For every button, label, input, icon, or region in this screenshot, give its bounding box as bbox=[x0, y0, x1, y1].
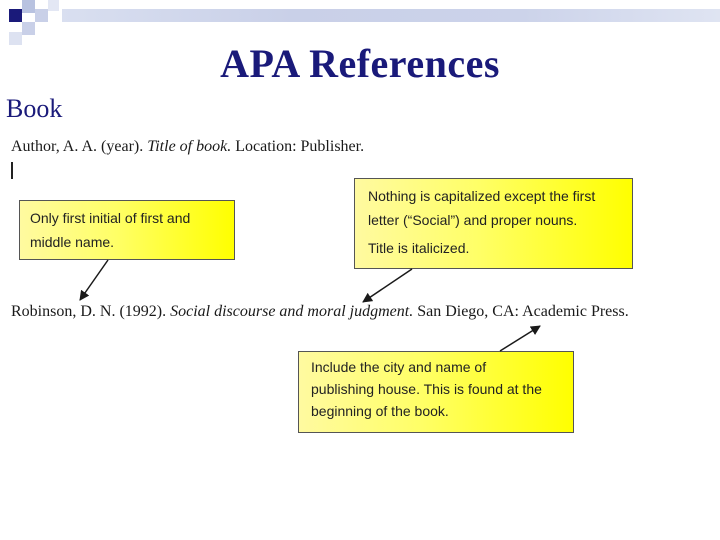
example-author: Robinson, D. N. (1992). bbox=[11, 303, 171, 320]
arrow-initials bbox=[80, 260, 108, 300]
callout-capitalization-line1: Nothing is capitalized except the first bbox=[368, 188, 596, 204]
callout-location-line1: Include the city and name of bbox=[311, 359, 487, 375]
slide-title: APA References bbox=[220, 41, 500, 86]
example-location: San Diego, CA: Academic Press. bbox=[413, 303, 629, 320]
template-title: Title of book. bbox=[147, 138, 232, 155]
header-band bbox=[62, 9, 720, 22]
callout-location-line2: publishing house. This is found at the bbox=[311, 381, 542, 397]
template-location: Location: Publisher. bbox=[231, 138, 365, 155]
example-title: Social discourse and moral judgment. bbox=[170, 303, 414, 320]
callout-initials-line1: Only first initial of first and bbox=[30, 210, 191, 226]
reference-template bbox=[11, 138, 364, 156]
arrow-title bbox=[363, 269, 412, 302]
callout-initials bbox=[19, 200, 235, 260]
section-heading: Book bbox=[6, 94, 63, 123]
callout-location bbox=[298, 351, 574, 433]
callout-location-line3: beginning of the book. bbox=[311, 403, 449, 419]
text-cursor bbox=[11, 162, 13, 179]
arrow-location bbox=[500, 326, 540, 351]
template-author: Author, A. A. (year). bbox=[11, 138, 148, 155]
callout-capitalization bbox=[354, 178, 633, 269]
callout-initials-line2: middle name. bbox=[30, 234, 115, 250]
reference-example bbox=[11, 303, 629, 321]
callout-capitalization-line3: Title is italicized. bbox=[368, 240, 470, 256]
callout-capitalization-line2: letter (“Social”) and proper nouns. bbox=[368, 212, 578, 228]
